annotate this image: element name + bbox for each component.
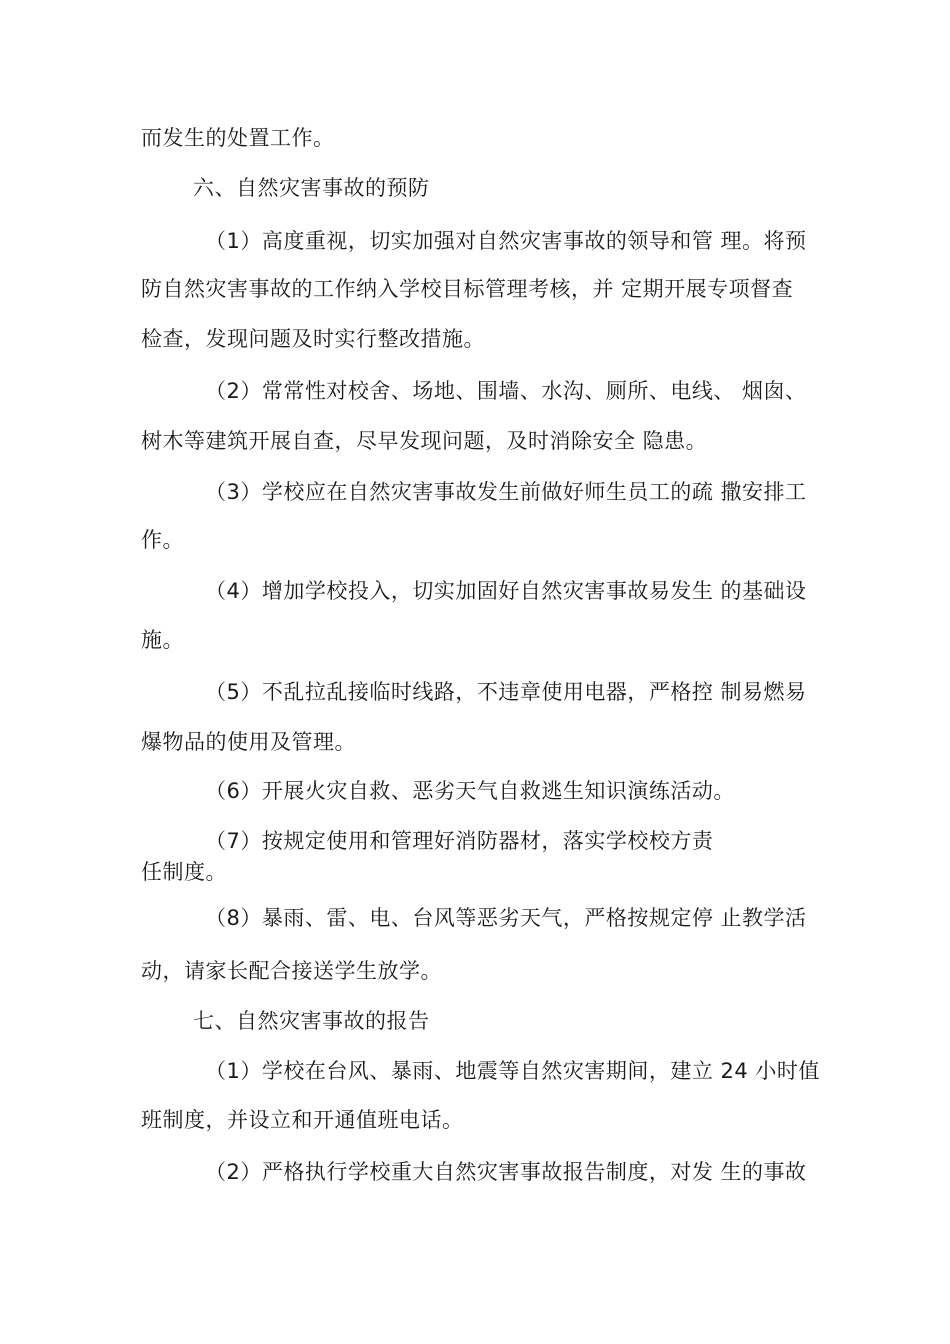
text-line: 防自然灾害事故的工作纳入学校目标管理考核，并 定期开展专项督查: [141, 277, 794, 301]
text-line: （2）常常性对校舍、场地、围墙、水沟、厕所、电线、 烟囱、: [205, 379, 807, 403]
text-line: 树木等建筑开展自查，尽早发现问题，及时消除安全 隐患。: [141, 429, 708, 453]
text-line: （7）按规定使用和管理好消防器材，落实学校校方责: [205, 829, 714, 853]
text-line: （4）增加学校投入，切实加固好自然灾害事故易发生 的基础设: [205, 579, 807, 603]
section-heading: 七、自然灾害事故的报告: [193, 1009, 430, 1033]
text-line: （8）暴雨、雷、电、台风等恶劣天气，严格按规定停 止教学活: [205, 906, 807, 930]
text-line: 动，请家长配合接送学生放学。: [141, 959, 442, 983]
text-line: 而发生的处置工作。: [141, 126, 335, 150]
section-heading: 六、自然灾害事故的预防: [193, 176, 430, 200]
text-line: （1）高度重视，切实加强对自然灾害事故的领导和管 理。将预: [205, 229, 807, 253]
text-line: （6）开展火灾自救、恶劣天气自救逃生知识演练活动。: [205, 779, 735, 803]
text-line: 检查，发现问题及时实行整改措施。: [141, 327, 485, 351]
text-line: （3）学校应在自然灾害事故发生前做好师生员工的疏 撒安排工: [205, 480, 807, 504]
text-line: 任制度。: [141, 860, 227, 884]
text-line: 施。: [141, 628, 184, 652]
text-line: （1）学校在台风、暴雨、地震等自然灾害期间，建立 24 小时值: [205, 1059, 820, 1083]
text-line: 班制度，并设立和开通值班电话。: [141, 1108, 464, 1132]
text-line: 爆物品的使用及管理。: [141, 730, 356, 754]
text-line: （5）不乱拉乱接临时线路，不违章使用电器，严格控 制易燃易: [205, 680, 807, 704]
text-line: 作。: [141, 528, 184, 552]
text-line: （2）严格执行学校重大自然灾害事故报告制度，对发 生的事故: [205, 1160, 807, 1184]
